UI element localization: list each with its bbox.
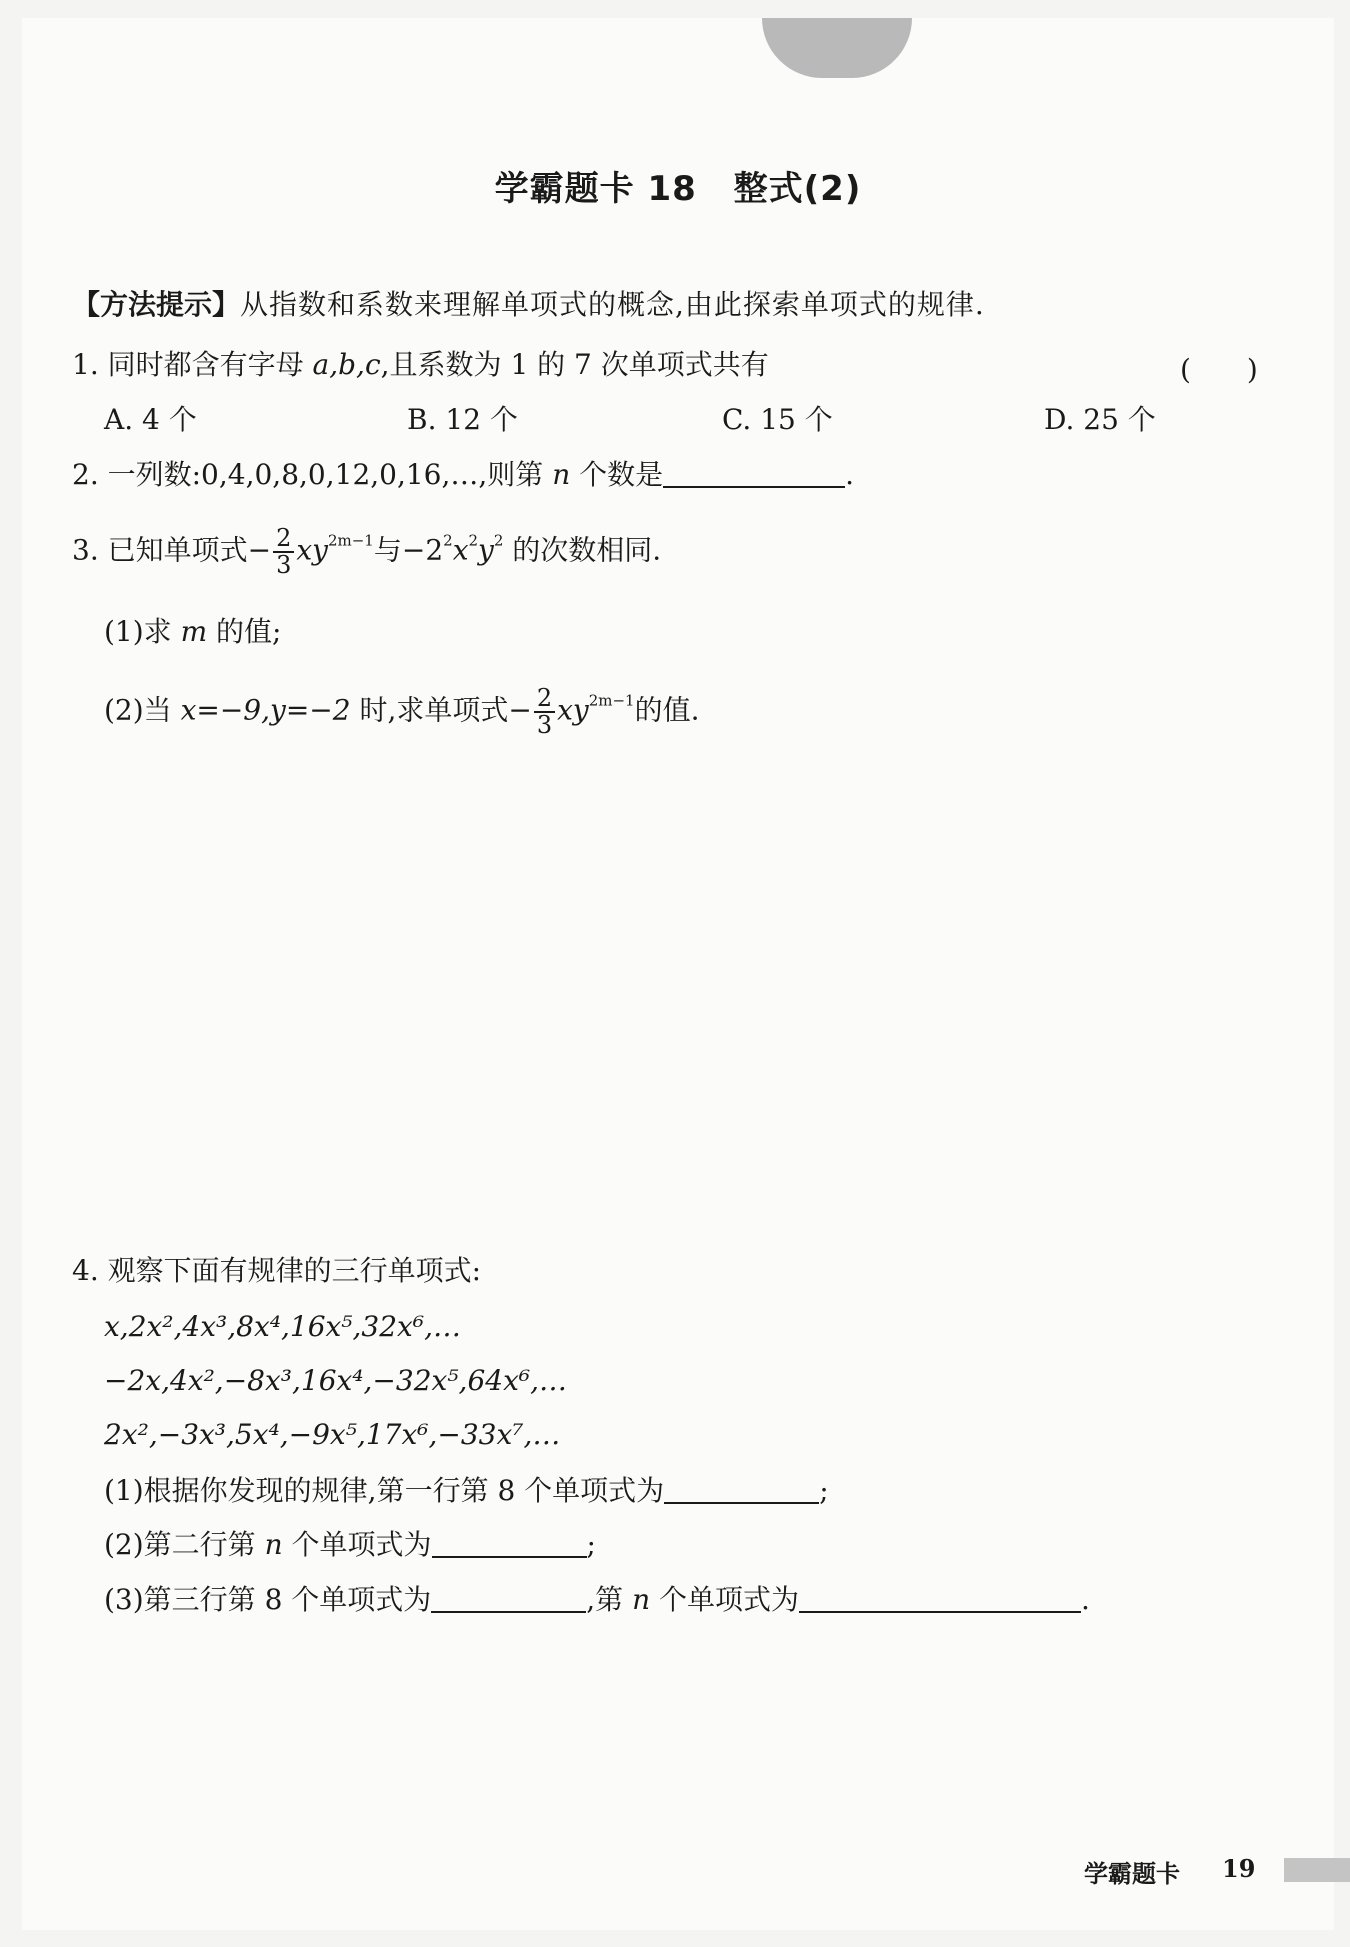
tip-label: 【方法提示】 bbox=[72, 288, 241, 321]
footer-bar-decoration bbox=[1284, 1858, 1350, 1882]
q4-sub3-c: 个单项式为 bbox=[650, 1583, 800, 1616]
q4-sub1-end: ; bbox=[819, 1474, 829, 1507]
q1-option-d[interactable]: D. 25 个 bbox=[1044, 403, 1156, 436]
q4-intro: 4. 观察下面有规律的三行单项式: bbox=[72, 1254, 482, 1287]
q4-row1: x,2x²,4x³,8x⁴,16x⁵,32x⁶,… bbox=[104, 1310, 461, 1343]
q4-sub3-a: (3)第三行第 8 个单项式为 bbox=[104, 1583, 432, 1616]
q3-sub2-a: (2)当 bbox=[104, 693, 181, 727]
q2-answer-blank[interactable] bbox=[663, 460, 845, 488]
q4-sub2 bbox=[104, 1528, 596, 1562]
q3-sub2-fraction bbox=[534, 686, 555, 738]
q4-row2: −2x,4x²,−8x³,16x⁴,−32x⁵,64x⁶,… bbox=[104, 1364, 567, 1397]
q4-sub3 bbox=[104, 1583, 1090, 1617]
q1-answer-paren[interactable]: ( ) bbox=[1180, 353, 1258, 386]
method-tip bbox=[72, 288, 985, 322]
q4-sub1-text: (1)根据你发现的规律,第一行第 8 个单项式为 bbox=[104, 1474, 665, 1507]
q4-sub3-answer-blank-2[interactable] bbox=[799, 1585, 1081, 1613]
q3-fraction bbox=[273, 526, 294, 578]
q3-frac-den: 3 bbox=[276, 551, 292, 580]
q4-sub3-b: ,第 bbox=[586, 1583, 633, 1616]
q3-suffix: 的次数相同. bbox=[503, 533, 662, 567]
q3-exp2: 2 bbox=[443, 531, 453, 550]
q3-sub1 bbox=[104, 615, 281, 649]
q3-sub2-exp: 2m−1 bbox=[588, 691, 635, 710]
footer-label: 学霸题卡 bbox=[1084, 1860, 1180, 1888]
q1-option-c[interactable]: C. 15 个 bbox=[722, 403, 833, 436]
q3-sub2-frac-den: 3 bbox=[536, 711, 553, 740]
title-topic: 整式(2) bbox=[733, 169, 862, 209]
header-tab-decoration bbox=[762, 18, 912, 78]
q3-sub2-frac-num: 2 bbox=[534, 686, 555, 713]
q3-sub2-c: 的值. bbox=[634, 693, 700, 727]
q3-exp4: 2 bbox=[493, 531, 504, 550]
q3-sub2-b: 时,求单项式− bbox=[350, 693, 532, 727]
q4-sub2-end: ; bbox=[586, 1528, 596, 1561]
q4-sub2-var: n bbox=[264, 1528, 283, 1561]
q1-option-a[interactable]: A. 4 个 bbox=[104, 403, 197, 436]
q3-sub2-cond: x=−9,y=−2 bbox=[180, 693, 351, 727]
q4-row3: 2x²,−3x³,5x⁴,−9x⁵,17x⁶,−33x⁷,… bbox=[104, 1418, 561, 1451]
q3-prefix: 3. 已知单项式− bbox=[72, 533, 272, 567]
q3-sub1-a: (1)求 bbox=[104, 615, 181, 648]
q3-exp1: 2m−1 bbox=[327, 531, 374, 550]
question-1 bbox=[72, 348, 769, 382]
q4-sub2-b: 个单项式为 bbox=[282, 1528, 432, 1561]
q4-sub2-a: (2)第二行第 bbox=[104, 1528, 265, 1561]
q3-sub1-b: 的值; bbox=[207, 615, 282, 648]
q3-sub2 bbox=[104, 686, 700, 738]
q2-var: n bbox=[552, 458, 571, 491]
q3-y: y bbox=[478, 533, 494, 567]
tip-text: 从指数和系数来理解单项式的概念,由此探索单项式的规律. bbox=[240, 288, 985, 321]
title-main: 学霸题卡 18 bbox=[494, 169, 697, 209]
q2-end: . bbox=[845, 458, 855, 491]
q4-sub3-answer-blank-1[interactable] bbox=[431, 1585, 586, 1613]
q2-text: 2. 一列数:0,4,0,8,0,12,0,16,…,则第 bbox=[72, 458, 553, 491]
q4-sub1-answer-blank[interactable] bbox=[664, 1476, 819, 1504]
page-number: 19 bbox=[1222, 1854, 1256, 1883]
q3-mid: 与−2 bbox=[373, 533, 444, 567]
q1-text-a: 1. 同时都含有字母 bbox=[72, 348, 313, 381]
page-title bbox=[22, 161, 1334, 210]
q4-sub3-var: n bbox=[632, 1583, 651, 1616]
q4-sub1 bbox=[104, 1474, 829, 1508]
question-3 bbox=[72, 526, 661, 578]
q4-sub3-end: . bbox=[1081, 1583, 1090, 1616]
q3-exp3: 2 bbox=[468, 531, 479, 550]
q3-x: x bbox=[452, 533, 469, 567]
q3-sub1-var: m bbox=[180, 615, 208, 648]
q1-vars: a,b,c bbox=[312, 348, 381, 381]
q3-sub2-mono: xy bbox=[557, 693, 589, 727]
q3-mono1: xy bbox=[296, 533, 328, 567]
q4-sub2-answer-blank[interactable] bbox=[432, 1530, 587, 1558]
worksheet-page bbox=[22, 18, 1334, 1930]
q1-option-b[interactable]: B. 12 个 bbox=[407, 403, 518, 436]
q2-text-b: 个数是 bbox=[570, 458, 664, 491]
q1-text-b: ,且系数为 1 的 7 次单项式共有 bbox=[380, 348, 769, 381]
question-2 bbox=[72, 458, 854, 492]
q3-frac-num: 2 bbox=[273, 526, 294, 553]
